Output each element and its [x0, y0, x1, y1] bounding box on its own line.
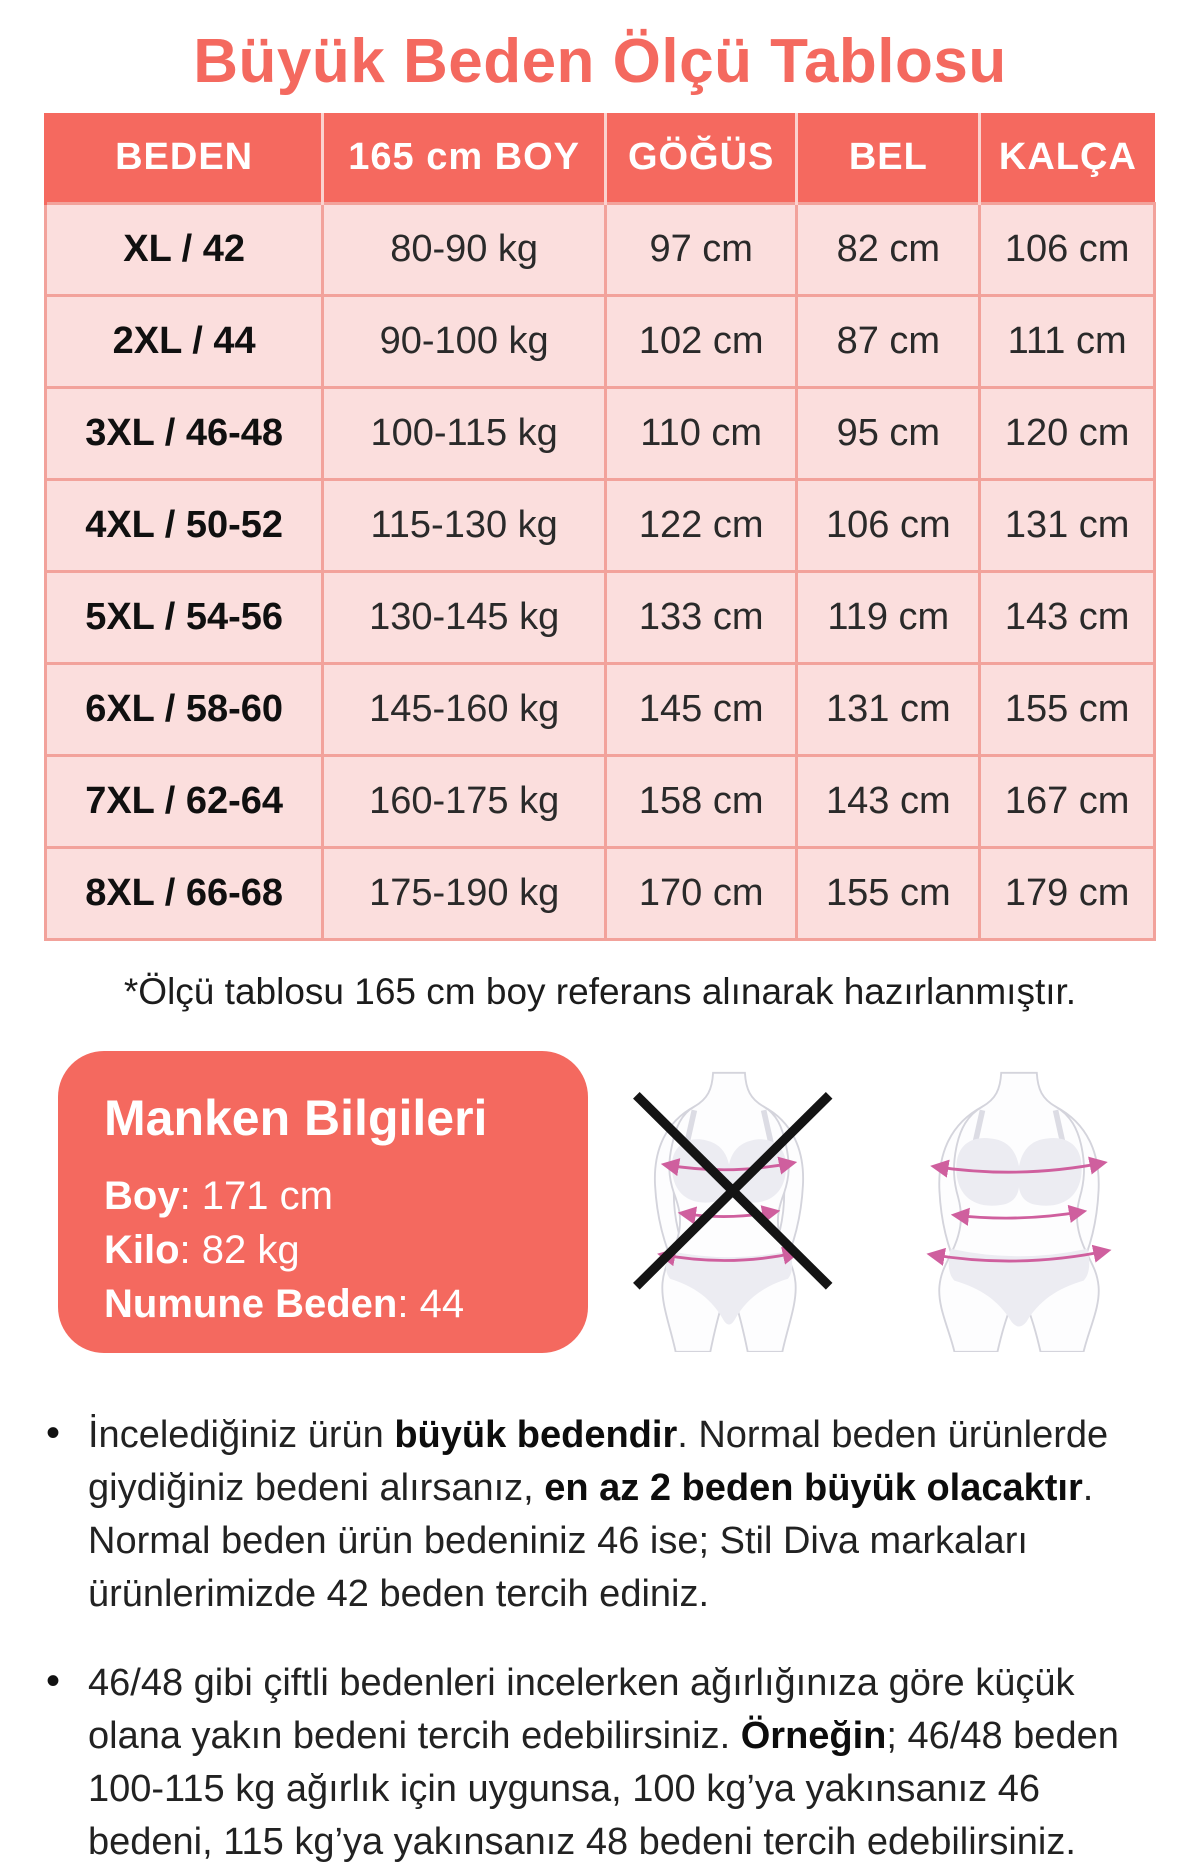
size-table	[44, 113, 1156, 941]
table-row	[46, 203, 1155, 295]
column-header: 165 cm BOY	[323, 113, 606, 203]
column-header: KALÇA	[980, 113, 1155, 203]
header-row	[46, 113, 1155, 203]
model-info-line: Numune Beden: 44	[104, 1281, 465, 1326]
size-cell: 5XL / 54-56	[46, 571, 323, 663]
column-header: BEL	[797, 113, 980, 203]
note-item: • 46/48 gibi çiftli bedenleri incelerken ağırlığınıza göre küçük olana yakın bedeni tercih edebilirsiniz. Örneğin; 46/48 beden 100-115 kg ağırlık için uygunsa, 100 kg’ya yakınsanız 46 bedeni, 115 kg’ya yakınsanız 48 bedeni tercih edebilirsiniz.	[42, 1657, 1162, 1869]
slim-body-crossed-icon	[612, 1052, 846, 1352]
measure-cell: 170 cm	[606, 847, 797, 939]
column-header: BEDEN	[46, 113, 323, 203]
size-cell: 7XL / 62-64	[46, 755, 323, 847]
measure-cell: 145-160 kg	[323, 663, 606, 755]
table-footnote: *Ölçü tablosu 165 cm boy referans alınarak hazırlanmıştır.	[123, 970, 1077, 1012]
page-title: Büyük Beden Ölçü Tablosu	[193, 27, 1007, 96]
table-row	[46, 847, 1155, 939]
measure-cell: 95 cm	[797, 387, 980, 479]
model-info-title: Manken Bilgileri	[104, 1089, 488, 1146]
measure-cell: 133 cm	[606, 571, 797, 663]
measure-cell: 120 cm	[980, 387, 1155, 479]
measure-cell: 100-115 kg	[323, 387, 606, 479]
measure-cell: 122 cm	[606, 479, 797, 571]
table-row	[46, 295, 1155, 387]
measure-cell: 130-145 kg	[323, 571, 606, 663]
model-info-lines	[104, 1169, 544, 1331]
measure-cell: 80-90 kg	[323, 203, 606, 295]
measure-cell: 160-175 kg	[323, 755, 606, 847]
measure-cell: 106 cm	[797, 479, 980, 571]
table-row	[46, 571, 1155, 663]
measure-cell: 106 cm	[980, 203, 1155, 295]
measure-cell: 155 cm	[797, 847, 980, 939]
size-guide-page	[0, 26, 1200, 1863]
measure-cell: 90-100 kg	[323, 295, 606, 387]
measure-cell: 119 cm	[797, 571, 980, 663]
size-cell: 3XL / 46-48	[46, 387, 323, 479]
table-row	[46, 387, 1155, 479]
measure-cell: 155 cm	[980, 663, 1155, 755]
table-row	[46, 663, 1155, 755]
body-figures	[588, 1051, 1160, 1353]
measure-cell: 175-190 kg	[323, 847, 606, 939]
measure-cell: 115-130 kg	[323, 479, 606, 571]
size-cell: 2XL / 44	[46, 295, 323, 387]
measure-cell: 143 cm	[980, 571, 1155, 663]
measure-cell: 87 cm	[797, 295, 980, 387]
table-row	[46, 479, 1155, 571]
size-table-body	[46, 203, 1155, 939]
measure-cell: 131 cm	[797, 663, 980, 755]
size-cell: 8XL / 66-68	[46, 847, 323, 939]
model-info-line: Kilo: 82 kg	[104, 1227, 300, 1272]
size-cell: 4XL / 50-52	[46, 479, 323, 571]
size-table-header	[46, 113, 1155, 203]
column-header: GÖĞÜS	[606, 113, 797, 203]
measure-cell: 145 cm	[606, 663, 797, 755]
measure-cell: 131 cm	[980, 479, 1155, 571]
plus-body-icon	[902, 1052, 1136, 1352]
model-info-card	[58, 1051, 588, 1353]
size-cell: XL / 42	[46, 203, 323, 295]
measure-cell: 167 cm	[980, 755, 1155, 847]
measure-cell: 143 cm	[797, 755, 980, 847]
measure-cell: 111 cm	[980, 295, 1155, 387]
measure-cell: 102 cm	[606, 295, 797, 387]
size-cell: 6XL / 58-60	[46, 663, 323, 755]
measure-cell: 158 cm	[606, 755, 797, 847]
measure-cell: 82 cm	[797, 203, 980, 295]
note-item: • İncelediğiniz ürün büyük bedendir. Normal beden ürünlerde giydiğiniz bedeni alırsanız, en az 2 beden büyük olacaktır. Normal beden ürün bedeniniz 46 ise; Stil Diva markaları ürünlerimizde 42 beden tercih ediniz.	[42, 1409, 1162, 1621]
measure-cell: 179 cm	[980, 847, 1155, 939]
model-info-line: Boy: 171 cm	[104, 1173, 333, 1218]
measure-cell: 110 cm	[606, 387, 797, 479]
model-info-section	[58, 1051, 1160, 1353]
measure-cell: 97 cm	[606, 203, 797, 295]
table-row	[46, 755, 1155, 847]
